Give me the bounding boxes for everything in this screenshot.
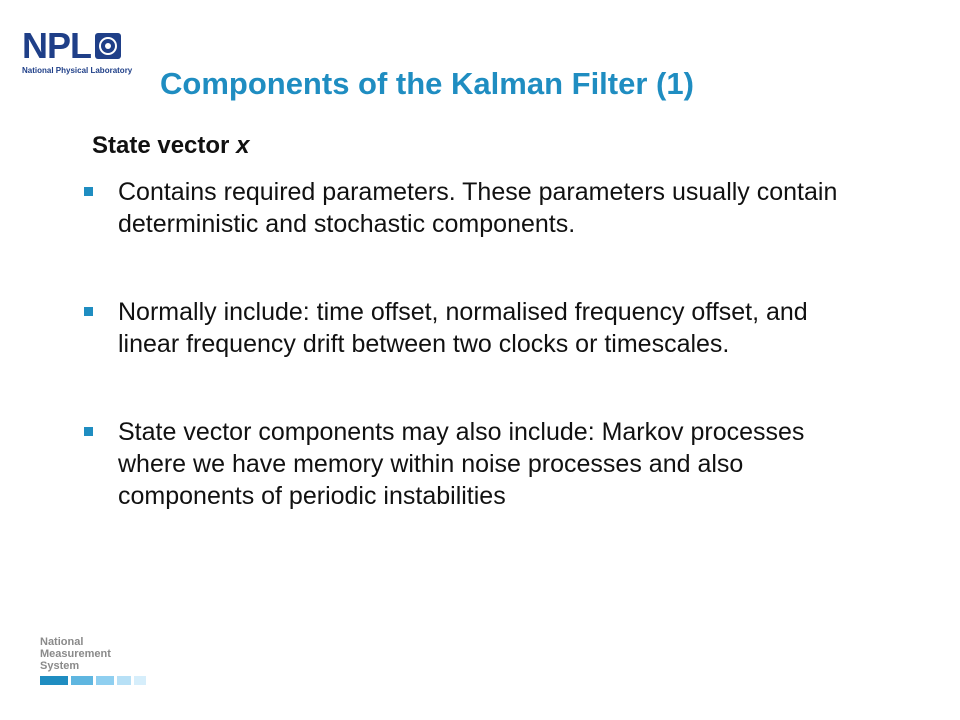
nms-color-bar [40, 676, 149, 685]
slide-title: Components of the Kalman Filter (1) [160, 66, 694, 101]
nms-logo [40, 636, 149, 685]
bullet-item [118, 416, 848, 512]
bullet-list [118, 176, 848, 512]
state-vector-heading [92, 132, 249, 160]
bullet-square-icon [84, 427, 93, 436]
bullet-item [118, 176, 848, 240]
npl-logo [22, 25, 142, 75]
npl-wordmark: NPL [22, 25, 91, 66]
bullet-square-icon [84, 307, 93, 316]
state-vector-heading-text: State vector [92, 132, 237, 159]
bullet-text: State vector components may also include: Markov processes where we have memory within noise processes and also components of periodic instabilities [118, 418, 805, 510]
bullet-square-icon [84, 187, 93, 196]
nms-line-2: Measurement [40, 648, 111, 660]
nms-line-3: System [40, 660, 80, 672]
nms-line-1: National [40, 636, 84, 648]
nms-bar-segment [117, 676, 131, 685]
npl-seal-icon [95, 33, 121, 59]
bullet-text: Contains required parameters. These parameters usually contain deterministic and stochastic components. [118, 178, 838, 238]
nms-bar-segment [40, 676, 68, 685]
nms-bar-segment [134, 676, 146, 685]
bullet-item [118, 296, 848, 360]
nms-bar-segment [96, 676, 114, 685]
npl-subtitle: National Physical Laboratory [22, 66, 133, 75]
nms-bar-segment [71, 676, 93, 685]
bullet-text: Normally include: time offset, normalised frequency offset, and linear frequency drift between two clocks or timescales. [118, 298, 808, 358]
state-vector-symbol: x [236, 132, 250, 159]
